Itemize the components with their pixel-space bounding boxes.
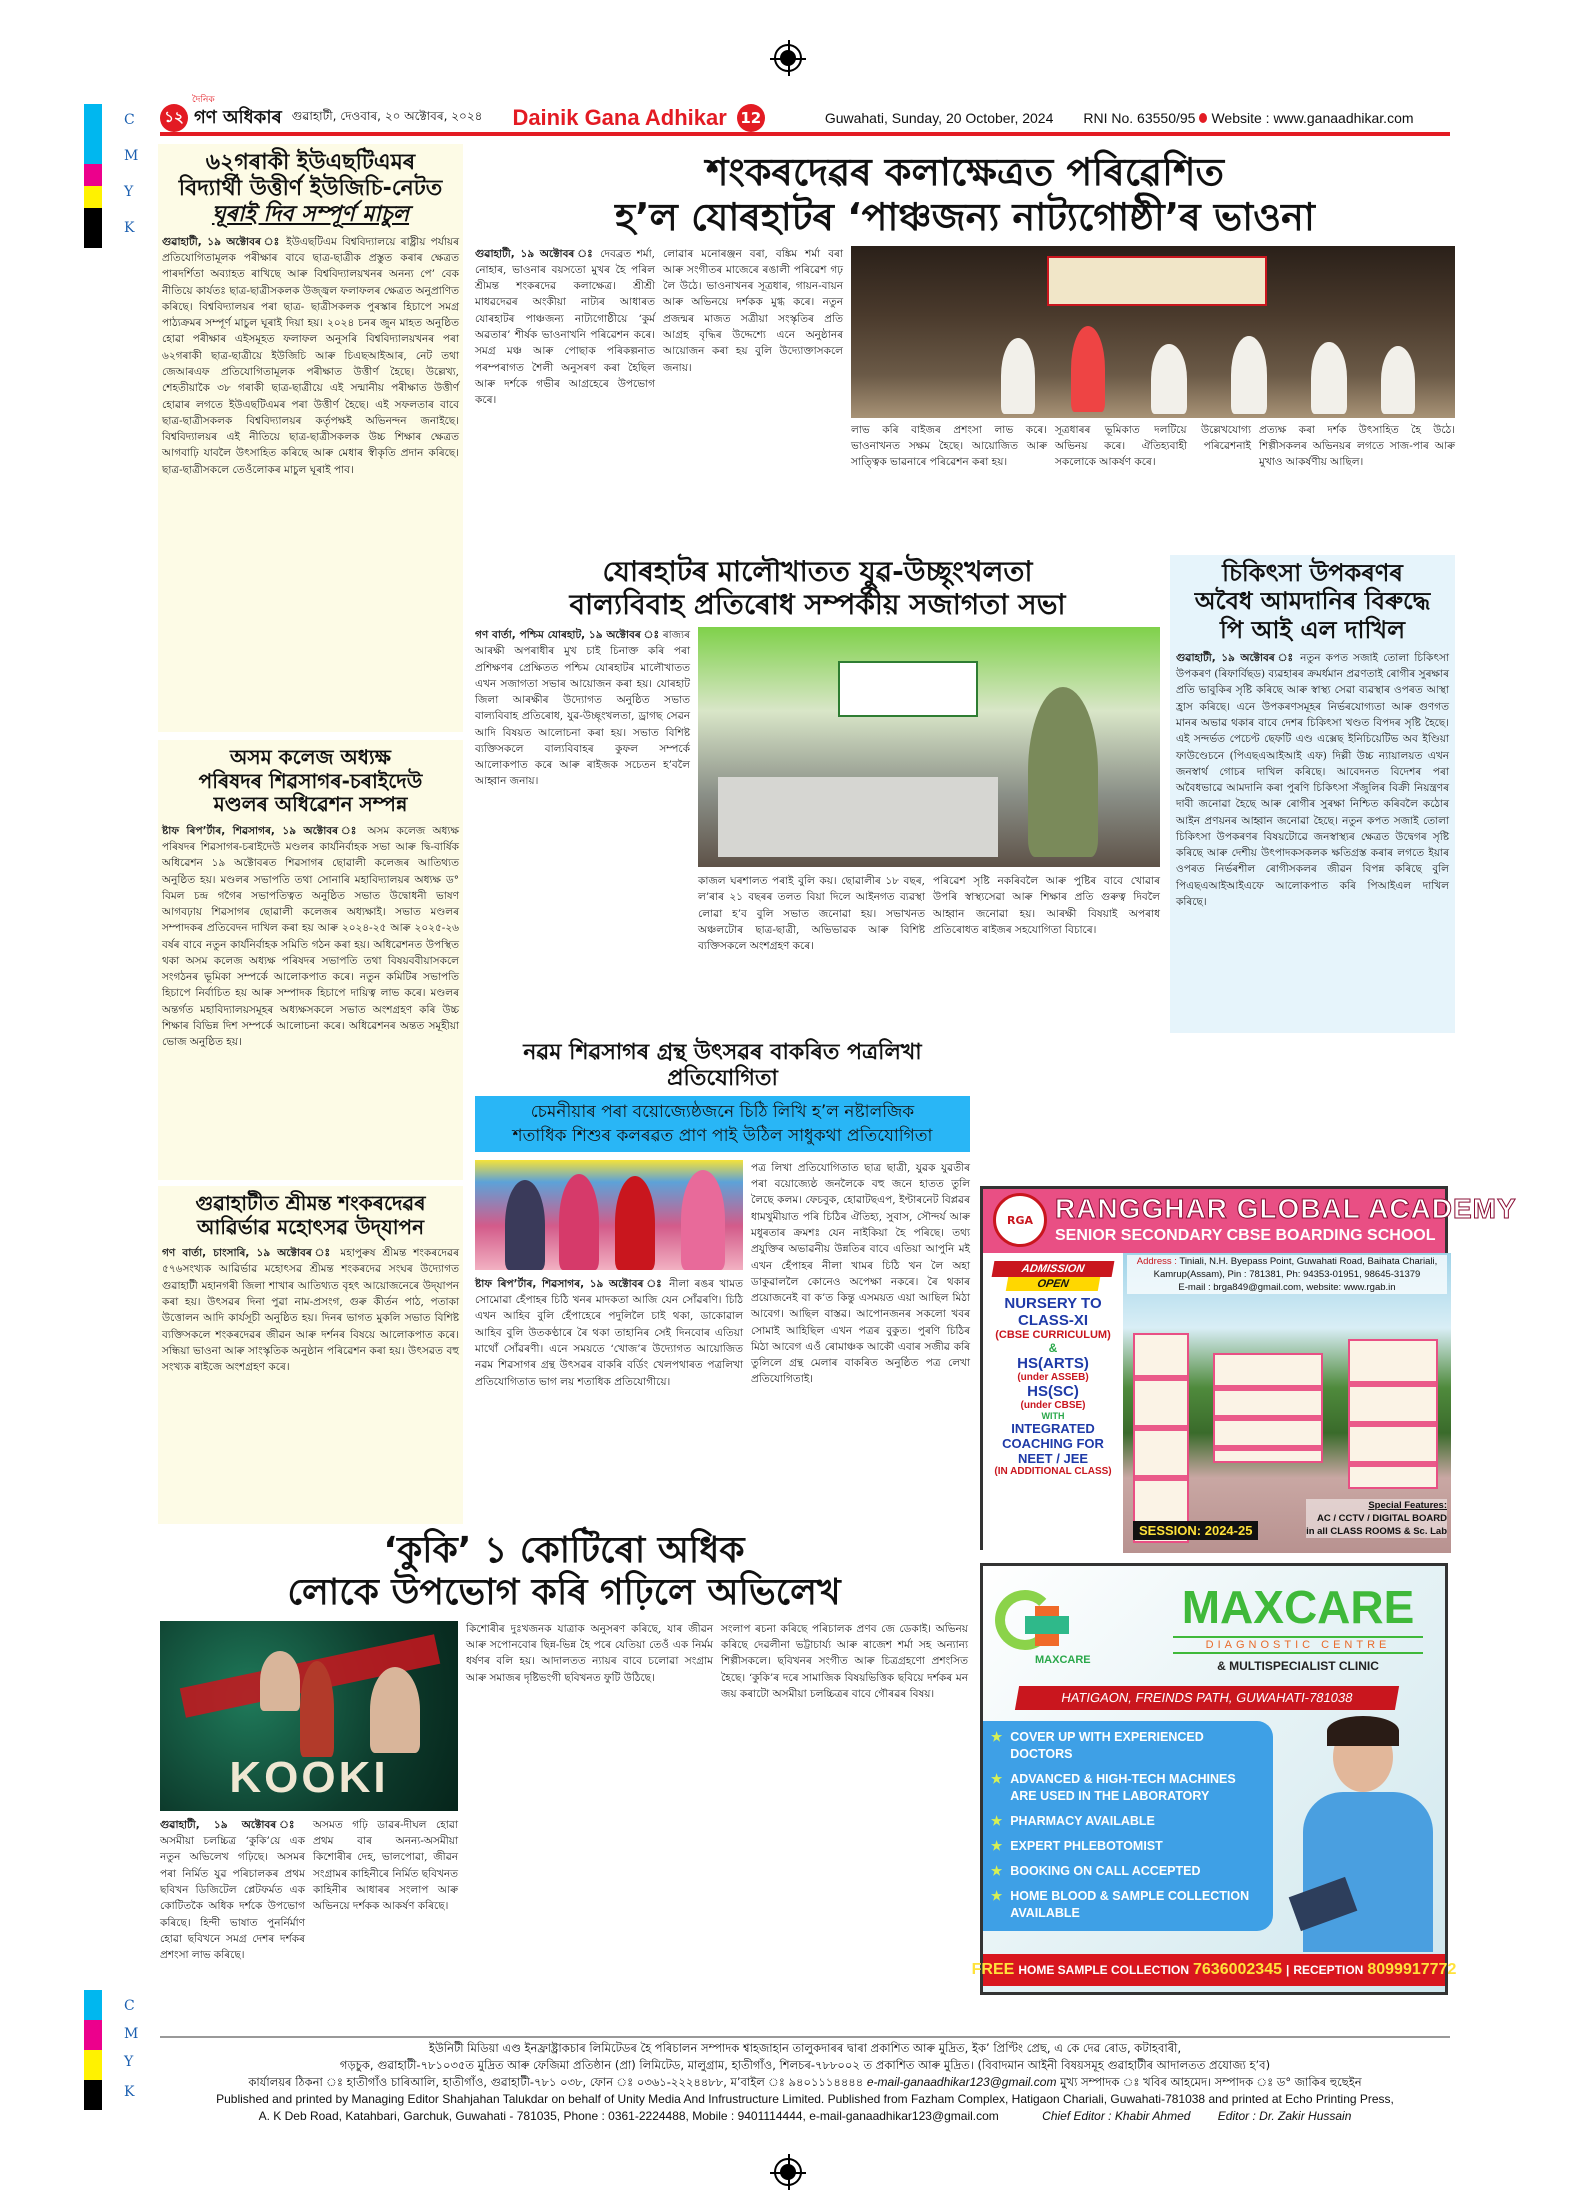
color-bar-black xyxy=(84,2080,102,2110)
article-body: অসমত গঢ়ি ডাৱৰ-দীঘল হোৱা প্ৰথম বাৰ অনন্য-অসমীয়া কিশোৰীৰ দেহ, ভালপোৱা, জীৱন সংগ্ৰামৰ কাহিনীৰে নিৰ্মিত ছবিখনত কাহিনীৰ আধাৰৰ সংলাপ আৰু অভিনয়ে দৰ্শকক আকৰ্ষণ কৰিছে। xyxy=(313,1818,458,1913)
dateline: ষ্টাফ ৰিপ’ৰ্টাৰ, শিৱসাগৰ, ১৯ অক্টোবৰ ঃ xyxy=(475,1277,664,1290)
article-pil xyxy=(1170,555,1455,1033)
letter-writing-photo-block xyxy=(475,1160,743,1524)
course-text: HS(SC) xyxy=(1027,1383,1079,1400)
person-figure xyxy=(505,1180,545,1270)
subheadline: চেমনীয়াৰ পৰা বয়োজ্যেষ্ঠজনে চিঠি লিখি হ’ল নষ্টালজিক xyxy=(530,1101,915,1122)
article-body xyxy=(475,1276,743,1524)
color-bar-black xyxy=(84,208,102,248)
child-marriage-lower-columns xyxy=(698,873,1160,1033)
course-text: NURSERY TO xyxy=(1004,1295,1102,1312)
star-icon: ★ xyxy=(991,1889,1003,1903)
body-text: লোৱাৰ মনোৰঞ্জন বৰা, বঙ্কিম শৰ্মা বৰা আৰু সংগীতৰ মাজেৰে ৰঙালী পৰিৱেশ গঢ় লৈ উঠে। ভাওনাখনৰ সূত্ৰধাৰ, গায়ন-বায়ন আৰু অভিনয়ে দৰ্শকক মুগ্ধ কৰে। নতুন প্ৰজন্মৰ মাজত সত্ৰীয়া সংস্কৃতিৰ প্ৰতি আগ্ৰহ বৃদ্ধিৰ উদ্দেশ্যে এনে অনুষ্ঠানৰ আয়োজন কৰা হয় বুলি উদ্যোক্তাসকলে জনায়। xyxy=(663,247,843,374)
color-letter: K xyxy=(124,220,135,236)
body-text: দেবব্ৰত শৰ্মা, নোহাৰ, ভাওনাৰ বয়সতো মুখৰ হৈ পৰিল শ্ৰীমন্ত শংকৰদেৱ কলাক্ষেত্ৰ। শ্ৰীশ্ৰী মাধৱদেৱৰ অংকীয়া নাট্যৰ আধাৰত যোৰহাটৰ পাঞ্চজন্য নাট্যগোষ্ঠীয়ে ‘কুৰ্ম অৱতাৰ’ শীৰ্ষক ভাওনাখনি পৰিৱেশন কৰে। সমগ্ৰ মঞ্চ আৰু পোছাক পৰিকল্পনাত পৰম্পৰাগত শৈলী অনুসৰণ কৰা হৈছিল আৰু দৰ্শকে গভীৰ আগ্ৰহেৰে উপভোগ কৰে। xyxy=(475,247,656,407)
doctor-image xyxy=(1293,1716,1443,1952)
person-figure xyxy=(615,1176,655,1270)
course-text: & xyxy=(1048,1341,1058,1355)
email-link[interactable]: e-mail-ganaadhikar123@gmail.com xyxy=(866,2075,1057,2089)
newspaper-logo: গণ অধিকাৰ xyxy=(194,106,282,128)
color-letter: Y xyxy=(124,184,134,200)
bhaona-columns xyxy=(475,246,1455,545)
color-letter: M xyxy=(124,148,139,164)
headline: নৱম শিৱসাগৰ গ্ৰন্থ উৎসৱৰ বাকৰিত পত্ৰলিখা প্ৰতিযোগিতা xyxy=(523,1040,922,1091)
color-bar-magenta xyxy=(84,2020,102,2050)
imprint-line: কাৰ্যালয়ৰ ঠিকনা ঃ হাতীগাঁও চাৰিআলি, হাতীগাঁও, গুৱাহাটী-৭৮১ ০৩৮, ফোন ঃ ০৩৬১-২২২৪৪৮৮, ম’বাইল ঃ ৯৪০১১১৪৪৪৪ e-mail-ganaadhikar123@gmail.com মুখ্য সম্পাদক ঃ খবিৰ আহমেদ। সম্পাদক ঃ ড° জাকিৰ হুছেইন xyxy=(248,2075,1362,2089)
building-block xyxy=(1348,1339,1438,1489)
article-body xyxy=(1170,644,1455,1033)
rni-number: RNI No. 63550/95 xyxy=(1083,110,1196,126)
school-name: RANGGHAR GLOBAL ACADEMY xyxy=(1055,1193,1517,1224)
color-letter: Y xyxy=(124,2054,134,2070)
color-letter: M xyxy=(124,2026,139,2042)
performer-figure xyxy=(1311,342,1347,414)
article-body xyxy=(663,246,843,545)
article-ugc-net xyxy=(158,144,463,732)
subhead-box xyxy=(475,1096,970,1152)
imprint-line: ইউনিটী মিডিয়া এণ্ড ইনফ্ৰাষ্ট্ৰাকচাৰ লিমিটেডৰ হৈ পৰিচালন সম্পাদক শ্বাহজাহান তালুকদাৰৰ দ্বাৰা প্ৰকাশিত আৰু মুদ্ৰিত, ইক’ প্ৰিণ্টিং প্ৰেছ, এ কে দেৱ ৰোড, কটাহবাৰী, xyxy=(428,2041,1182,2055)
maxcare-title: MAXCARE xyxy=(1181,1581,1415,1633)
headline: বাল্যবিবাহ প্ৰতিৰোধ সম্পৰ্কীয় সজাগতা সভা xyxy=(569,588,1066,622)
body-text: অসমীয়া চলচ্চিত্ৰ ‘কুকি’য়ে এক নতুন অভিলেখ গঢ়িছে। অসমৰ পৰা নিৰ্মিত যুৱ পৰিচালকৰ প্ৰথম ছবিখন ডিজিটেল প্লেটফৰ্মত এক কোটিতকৈ অধিক দৰ্শকে উপভোগ কৰিছে। হিন্দী ভাষাত পুনৰ্নিৰ্মাণ হোৱা ছবিখনে সমগ্ৰ দেশৰ দৰ্শকৰ প্ৰশংসা লাভ কৰিছে। xyxy=(160,1835,305,1962)
color-letter: C xyxy=(124,1998,135,2014)
imprint-line: Published and printed by Managing Editor Shahjahan Talukdar on behalf of Unity Media And Infrustructure Limited. Published from Fazham Complex, Hatigaon Chariali, Guwahati-781038 and printed at Echo Printing Press, xyxy=(216,2092,1394,2106)
performer-figure xyxy=(1381,346,1415,414)
headline: অবৈধ আমদানিৰ বিৰুদ্ধে xyxy=(1194,587,1431,616)
subheadline: শতাধিক শিশুৰ কলৰৱত প্ৰাণ পাই উঠিল সাধুকথা প্ৰতিযোগিতা xyxy=(512,1125,933,1146)
imprint-footer xyxy=(160,2036,1450,2125)
color-bar-yellow xyxy=(84,2050,102,2080)
date-english: Guwahati, Sunday, 20 October, 2024 xyxy=(824,110,1054,126)
feature-item: ★ EXPERT PHLEBOTOMIST xyxy=(991,1839,1163,1853)
school-address: Address : Tiniali, N.H. Byepass Point, Guwahati Road, Baihata Chariali, Kamrup(Assam), Pin : 781381, Ph: 94353-01951, 98645-31379 E-mail : brga849@gmail.com, website: www.rgab.in xyxy=(1127,1255,1447,1294)
maxcare-clinic: & MULTISPECIALIST CLINIC xyxy=(1217,1659,1379,1673)
open-label: OPEN xyxy=(1006,1277,1100,1291)
headline: বিদ্যাৰ্থী উত্তীৰ্ণ ইউজিচি-নেটত xyxy=(178,175,443,201)
course-text: COACHING FOR xyxy=(1002,1436,1104,1451)
newspaper-title: Dainik Gana Adhikar xyxy=(512,105,727,130)
admission-panel xyxy=(983,1253,1123,1553)
course-text: NEET / JEE xyxy=(1017,1451,1089,1466)
school-building-image xyxy=(1123,1253,1451,1553)
person-figure xyxy=(681,1170,725,1270)
masthead xyxy=(160,104,1450,136)
dateline: গণ বাৰ্তা, চাংসাৰি, ১৯ অক্টোবৰ ঃ xyxy=(162,1247,334,1260)
star-icon: ★ xyxy=(991,1864,1003,1878)
headline: যোৰহাটৰ মালৌখাতত যুৱ-উচ্ছৃংখলতা xyxy=(602,555,1033,588)
article-college-council xyxy=(158,740,463,1180)
maxcare-logo-icon: MAXCARE xyxy=(995,1584,1105,1674)
article-letter-writing xyxy=(475,1040,970,1524)
star-icon: ★ xyxy=(991,1772,1003,1786)
headline: শংকৰদেৱৰ কলাক্ষেত্ৰত পৰিৱেশিত xyxy=(706,150,1224,194)
poster-title: KOOKI xyxy=(229,1752,389,1802)
body-text: নীলা ৰঙৰ খামত সোমোৱা হেঁপাহৰ চিঠি খনৰ মাদকতা আজি যেন সোঁৱৰণি। চিঠি এখন আহিব বুলি হেঁপাহেৰে পদুলিলৈ চাই থকা, ডাকোৱাল আহিব বুলি উতকণ্ঠাৰে ৰৈ থকা তাহানিৰ সেই দিনবোৰ এতিয়া মাথোঁ সোঁৱৰণী। এনে সময়তে ‘খোজ’ৰ উদ্যোগত আয়োজিত নৱম শিৱসাগৰ গ্ৰন্থ উৎসৱৰ বাকৰি বৰ্ডিং খেলপথাৰত পত্ৰলিখা প্ৰতিযোগিতাত ভাগ লয় শতাধিক প্ৰতিযোগীয়ে। xyxy=(475,1277,743,1388)
headline: গুৱাহাটীত শ্ৰীমন্ত শংকৰদেৱৰ xyxy=(195,1191,426,1215)
actor-figure xyxy=(300,1661,334,1757)
course-text: (under CBSE) xyxy=(1020,1400,1086,1411)
date-assamese: গুৱাহাটী, দেওবাৰ, ২০ অক্টোবৰ, ২০২৪ xyxy=(291,109,483,123)
color-letter: K xyxy=(124,2084,135,2100)
article-body: কাজল ঘৰশালত পৰাই বুলি কয়। ছোৱালীৰ ১৮ বছৰ, ল’ৰাৰ ২১ বছৰৰ তলত বিয়া দিলে আইনগত ব্যৱস্থা লোৱা হ’ব বুলি সভাত জনোৱা হয়। সভাখনত অঞ্চলটোৰ ছাত্ৰ-ছাত্ৰী, অভিভাৱক আৰু বিশিষ্ট ব্যক্তিসকলে অংশগ্ৰহণ কৰে। xyxy=(698,875,925,953)
feature-item: ★ ADVANCED & HIGH-TECH MACHINES ARE USED IN THE LABORATORY xyxy=(991,1772,1236,1803)
ad-header xyxy=(983,1189,1517,1253)
photo-caption: লাভ কৰি বাইজৰ প্ৰশংসা লাভ কৰে। ভাওনাখনত সক্ষম হৈছে। আয়োজিত আৰু সাত্ত্বিক ভাৱনাৰে পৰিৱেশন কৰা হয়। xyxy=(851,423,1047,469)
dateline: গুৱাহাটী, ১৯ অক্টোবৰ ঃ xyxy=(160,1818,305,1831)
registration-mark-icon xyxy=(774,2158,802,2186)
person-figure xyxy=(559,1174,599,1270)
article-body: পত্ৰ লিখা প্ৰতিযোগিতাত ছাত্ৰ ছাত্ৰী, যুৱক যুৱতীৰ পৰা বয়োজ্যেষ্ঠ জনলৈকে বহু জনে হাতত তুলি লৈছে কলম। ফেচবুক, হোৱাটছএপ, ইণ্টাৰনেট বিপ্লৱৰ ধামখুমীয়াত পৰি চিঠিৰ ঐতিহ্য, সুবাস, সৌন্দৰ্য আৰু মধুৰতাৰ ক্ৰমশঃ যেন নাইকিয়া হৈ পৰিছে। তথ্য প্ৰযুক্তিৰ অভাৱনীয় উন্নতিৰ বাবে এতিয়া আপুনি মই এখন হেঁপাহৰ নীলা খামৰ চিঠি খন লৈ অহা ডাকুৱাললৈ কোনেও অপেক্ষা নকৰে। ৰৈ থকাৰ প্ৰয়োজনেই বা ক’ত কিন্তু এসময়ত এয়া আছিল মিঠা আবেগ। আছিল বাস্তৱ। আপোনজনৰ সকলো খবৰ সোমাই আহিছিল এখন পত্ৰৰ বুকুত। পুৰণি চিঠিৰ মিঠা আবেগ এওঁ ৰোমাঞ্চক আকৌ এবাৰ সজীৱ কৰি তুলিলে গ্ৰন্থ মেলাৰ বাকৰিত অনুষ্ঠিত পত্ৰ লেখা প্ৰতিযোগিতাই। xyxy=(751,1161,970,1386)
kooki-poster-block xyxy=(160,1621,458,2030)
article-body xyxy=(475,627,690,1033)
headline: পি আই এল দাখিল xyxy=(1220,615,1405,644)
course-text: WITH xyxy=(1041,1411,1065,1421)
body-text: নতুন কপত সজাই তোলা চিকিৎসা উপকৰণ (ৰিফাৰ্বিছড) ব্যৱহাৰৰ ক্ৰমৰ্ধমান প্ৰৱণতাই ৰোগীৰ সুৰক্ষাৰ প্ৰতি ভাবুকিৰ সৃষ্টি কৰিছে আৰু স্বাস্থ্য সেৱা ব্যৱস্থাৰ ওপৰত আস্থা হ্ৰাস কৰিছে। এনে উপকৰণসমূহৰ নিৰ্ভৰযোগ্যতা আৰু গুণগত মানৰ অভাৱ থকাৰ বাবে দেশৰ চিকিৎসা খণ্ডত বিপদৰ সৃষ্টি হৈছে। এই সন্দৰ্ভত পেচেণ্ট ছেফটি এণ্ড এক্সেছ ইনিচিয়েটিভ অব ইণ্ডিয়া ফাউণ্ডেচনে (পিএছএআইআই এফ) দিল্লী উচ্চ ন্যায়ালয়ত এখন জনস্বাৰ্থ গোচৰ দাখিল কৰিছে। আবেদনত বিদেশৰ পৰা অবৈধভাৱে আমদানি কৰা পুৰণি চিকিৎসা সঁজুলিৰ বিক্ৰী নিয়ন্ত্ৰণৰ দাবী জনোৱা হৈছে আৰু ৰোগীৰ সুৰক্ষা নিশ্চিত কৰিবলৈ কঠোৰ আইন প্ৰণয়নৰ আহ্বান জনোৱা হৈছে। নতুন কপত সজাই তোলা চিকিৎসা উপকৰণৰ বিষয়টোৱে জনস্বাস্থ্যৰ ক্ষেত্ৰত উদ্বেগৰ সৃষ্টি কৰিছে আৰু দেশীয় উৎপাদকসকলক ক্ষতিগ্ৰস্ত কৰাৰ লগতে ইয়াৰ ওপৰত নিৰ্ভৰশীল ৰোগীসকলৰ জীৱন বিপন্ন কৰিছে বুলি পিএছএআইআইএফে আলোকপাত কৰি পিআইএল দাখিল কৰিছে। xyxy=(1176,651,1449,908)
article-body: সংলাপ ৰচনা কৰিছে পৰিচালক প্ৰণব জে ডেকাই। অভিনয় কৰিছে দেৱলীনা ভট্টাচাৰ্য্য আৰু ৰাজেশ শৰ্মা সহ অন্যান্য শিল্পীসকলে। ছবিখনৰ সংগীত আৰু চিত্ৰগ্ৰহণো প্ৰশংসিত হৈছে। ‘কুকি’ৰ দৰে সামাজিক বিষয়ভিত্তিক ছবিয়ে দৰ্শকৰ মন জয় কৰাটো অসমীয়া চলচ্চিত্ৰৰ বাবে গৌৰৱৰ বিষয়। xyxy=(721,1622,968,1700)
star-icon: ★ xyxy=(991,1730,1003,1744)
article-body xyxy=(158,228,463,732)
kooki-columns xyxy=(160,1621,968,2030)
headline: লোকে উপভোগ কৰি গঢ়িলে অভিলেখ xyxy=(287,1572,841,1614)
meeting-banner xyxy=(838,661,978,717)
headline: হ’ল যোৰহাটৰ ‘পাঞ্চজন্য নাট্যগোষ্ঠী’ৰ ভাওনা xyxy=(615,194,1315,239)
bullet-icon xyxy=(1199,113,1207,123)
article-child-marriage xyxy=(475,555,1160,1033)
color-bar-magenta xyxy=(84,164,102,186)
imprint-line: A. K Deb Road, Katahbari, Garchuk, Guwahati - 781035, Phone : 0361-2224488, Mobile : 9401114444, e-mail-ganaadhikar123@gmail.com Chief Editor : Khabir Ahmed Editor : Dr. Zakir Hussain xyxy=(258,2109,1352,2123)
session-label: SESSION: 2024-25 xyxy=(1133,1521,1258,1540)
color-bar-cyan xyxy=(84,1990,102,2020)
feature-item: ★ COVER UP WITH EXPERIENCED DOCTORS xyxy=(991,1730,1204,1761)
maxcare-address: HATIGAON, FREINDS PATH, GUWAHATI-781038 xyxy=(1015,1686,1399,1710)
course-text: HS(ARTS) xyxy=(1017,1355,1089,1372)
article-sankardev-festival xyxy=(158,1186,463,1524)
photo-awareness-meeting xyxy=(698,627,1160,867)
article-bhaona xyxy=(475,150,1455,545)
course-text: (under ASSEB) xyxy=(1017,1372,1089,1383)
headline: ‘কুকি’ ১ কোটিৰো অধিক xyxy=(383,1530,745,1571)
phone-number[interactable]: 8099917772 xyxy=(1367,1961,1457,1978)
audience-table xyxy=(718,777,998,857)
body-text: ইউএছটিএম বিশ্ববিদ্যালয়ে ৰাষ্ট্ৰীয় পৰ্যায়ৰ প্ৰতিযোগিতামূলক পৰীক্ষাৰ বাবে ছাত্ৰ-ছাত্ৰীক প্ৰস্তুত কৰাৰ ক্ষেত্ৰত পাৰদৰ্শিতা অব্যাহত ৰাখিছে আৰু বিশ্ববিদ্যালয়খনৰ অনন্য পে’ বেক নীতিয়ে কাৰ্যতঃ ছাত্ৰ-ছাত্ৰীসকলক উজ্জ্বল ফলাফলৰ ক্ষেত্ৰত অনুপ্ৰাণিত কৰিছে। বিশ্ববিদ্যালয়ৰ পৰা ছাত্ৰ- ছাত্ৰীসকলক পুৰস্কাৰ হিচাপে সমগ্ৰ পাঠ্যক্ৰমৰ সম্পূৰ্ণ মাচুল ঘূৰাই দিয়া হয়। ২০২৪ চনৰ জুন মাহত অনুষ্ঠিত হোৱা পৰীক্ষাৰ এইসমূহত ফলাফল অনুসৰি বিশ্ববিদ্যালয়খনৰ পৰা ৬২গৰাকী ছাত্ৰ-ছাত্ৰীয়ে ইউজিচি আৰু চিএছআইআৰ, নেট তথা জেআৰএফ প্ৰতিযোগিতামূলক পৰীক্ষাত উত্তীৰ্ণ হৈছে। উল্লেখ্য, শেহতীয়াকৈ ৩৮ গৰাকী ছাত্ৰ-ছাত্ৰীয়ে এই সন্মানীয় পৰীক্ষাত উত্তীৰ্ণ হোৱাৰ লগতে ইউএছটিএমৰ পৰা উত্তীৰ্ণ হৈছে। এই সফলতাৰ বাবে ছাত্ৰ-ছাত্ৰীসকলক বিশ্ববিদ্যালয়ৰ কৰ্তৃপক্ষই অভিনন্দন জনাইছে। বিশ্ববিদ্যালয়ৰ এই নীতিয়ে ছাত্ৰ-ছাত্ৰীসকলক উচ্চ শিক্ষাৰ ক্ষেত্ৰত আগবাঢ়ি যাবলৈ উৎসাহিত কৰিছে আৰু মেধাৰ স্বীকৃতি প্ৰদান কৰিছে। ছাত্ৰ-ছাত্ৰীসকলে তেওঁলোকৰ মাচুল ঘূৰাই পাব। xyxy=(162,235,459,476)
course-text: (IN ADDITIONAL CLASS) xyxy=(994,1466,1112,1477)
star-icon: ★ xyxy=(991,1839,1003,1853)
admission-label: ADMISSION xyxy=(992,1261,1115,1277)
course-text: INTEGRATED xyxy=(1011,1421,1095,1436)
article-body xyxy=(158,817,463,1180)
building-block xyxy=(1213,1353,1323,1463)
dateline: গণ বাৰ্তা, পশ্চিম যোৰহাট, ১৯ অক্টোবৰ ঃ xyxy=(475,629,660,642)
headline: মণ্ডলৰ অধিৱেশন সম্পন্ন xyxy=(213,792,408,817)
maxcare-features-list xyxy=(983,1721,1273,1931)
actor-face xyxy=(260,1651,300,1711)
body-text: অসম কলেজ অধ্যক্ষ পৰিষদৰ শিৱসাগৰ-চৰাইদেউ মণ্ডলৰ কাৰ্যনিৰ্বাহক সভা আৰু দ্বি-বাৰ্ষিক অধিৱেশন ১৯ অক্টোবৰত শিৱসাগৰ ছোৱালী কলেজৰ আতিথ্যত অনুষ্ঠিত হয়। মণ্ডলৰ সভাপতি তথা সোনাৰি মহাবিদ্যালয়ৰ অধ্যক্ষ ড° বিমল চন্দ্ৰ গগৈৰ সভাপতিত্বত অনুষ্ঠিত সভাত উদ্বোধনী ভাষণ আগবঢ়ায় শিৱসাগৰ ছোৱালী কলেজৰ অধ্যক্ষাই। সভাত মণ্ডলৰ সম্পাদকৰ প্ৰতিবেদন দাখিল কৰা হয় আৰু ২০২৪-২৫ আৰু ২০২৫-২৬ বৰ্ষৰ বাবে নতুন কাৰ্যনিৰ্বাহক সমিতি গঠন কৰা হয়। অধিৱেশনত উপস্থিত থকা অসম কলেজ অধ্যক্ষ পৰিষদৰ সভাপতি তথা বিষয়ববীয়াসকলে সংগঠনৰ ভূমিকা সম্পৰ্কে আলোকপাত কৰে। নতুন কমিটিৰ সভাপতি হিচাপে নিৰ্বাচিত হয় আৰু সম্পাদক হিচাপে দায়িত্ব লাভ কৰে। মণ্ডলৰ অন্তৰ্গত মহাবিদ্যালয়সমূহৰ অধ্যক্ষসকলে সভাত অংশগ্ৰহণ কৰি উচ্চ শিক্ষাৰ বিভিন্ন দিশ সম্পৰ্কে আলোচনা কৰে। অধিৱেশনৰ অন্তত সমূহীয়া ভোজ অনুষ্ঠিত হয়। xyxy=(162,824,459,1049)
article-body: পৰিৱেশ সৃষ্টি নকৰিবলৈ আৰু পুষ্টিৰ বাবে খোৱাৰ উপৰি স্বাস্থ্যসেৱা আৰু শিক্ষাৰ প্ৰতি গুৰুত্ব দিবলৈ আহ্বান জনোৱা হয়। আৰক্ষী বিষয়াই অপৰাধ প্ৰতিৰোধত ৰাইজৰ সহযোগিতা বিচাৰে। xyxy=(933,875,1160,936)
headline: ঘূৰাই দিব সম্পূৰ্ণ মাচুল xyxy=(211,201,410,227)
headline: অসম কলেজ অধ্যক্ষ xyxy=(230,745,391,769)
child-marriage-photo-block xyxy=(698,627,1160,1033)
color-bar-yellow xyxy=(84,186,102,208)
feature-item: ★ BOOKING ON CALL ACCEPTED xyxy=(991,1864,1201,1878)
headline: ৬২গৰাকী ইউএছটিএমৰ xyxy=(205,150,416,175)
caption-row xyxy=(851,422,1455,545)
star-icon: ★ xyxy=(991,1814,1003,1828)
photo-bhaona-performance xyxy=(851,246,1455,418)
website-link[interactable]: Website : www.ganaadhikar.com xyxy=(1211,110,1414,126)
school-logo: RGA xyxy=(993,1193,1047,1247)
imprint-line: গড়চুক, গুৱাহাটী-৭৮১০৩৫ত মুদ্ৰিত আৰু ফেজিমা প্ৰতিষ্ঠান (প্ৰা) লিমিটেড, মালুগ্ৰাম, হাতীগাঁও, শিলচৰ-৭৮৮০০২ ত প্ৰকাশিত আৰু মুদ্ৰিত। (বিবাদমান আইনী বিষয়সমূহ গুৱাহাটীৰ আদালতত প্ৰযোজ্য হ’ব) xyxy=(339,2058,1271,2072)
page-number-badge-en: 12 xyxy=(737,104,765,132)
performer-figure xyxy=(1151,344,1187,414)
photo-caption: সূত্ৰধাৰৰ ভূমিকাত দলটিয়ে উল্লেখযোগ্য অভিনয় কৰে। ঐতিহ্যবাহী পৰিৱেশনাই সকলোকে আকৰ্ষণ কৰে। xyxy=(1055,423,1251,469)
dateline: গুৱাহাটী, ১৯ অক্টোবৰ ঃ xyxy=(1176,651,1295,664)
headline: আৱিৰ্ভাৱ মহোৎসৱ উদ্‌যাপন xyxy=(196,1214,425,1239)
performer-figure xyxy=(1231,336,1267,414)
page-number-badge: ১২ xyxy=(160,104,188,132)
performer-figure xyxy=(1001,338,1035,414)
course-text: (CBSE CURRICULUM) xyxy=(995,1329,1111,1341)
maxcare-contact-bar: FREE HOME SAMPLE COLLECTION 7636002345 | RECEPTION 8099917772 xyxy=(983,1954,1445,1986)
photo-book-fair xyxy=(475,1160,743,1270)
kooki-lower-columns xyxy=(160,1817,458,2030)
dateline: ষ্টাফ ৰিপ’ৰ্টাৰ, শিৱসাগৰ, ১৯ অক্টোবৰ ঃ xyxy=(162,824,361,837)
actor-face xyxy=(370,1667,420,1753)
letter-writing-columns xyxy=(475,1160,970,1524)
color-letter: C xyxy=(124,112,135,128)
article-kooki xyxy=(160,1530,968,2030)
photo-caption: প্ৰত্যক্ষ কৰা দৰ্শক উৎসাহিত হৈ উঠে। শিল্পীসকলৰ অভিনয়ৰ লগতে সাজ-পাৰ আৰু মুখাও আকৰ্ষণীয় আছিল। xyxy=(1259,423,1455,469)
dateline: গুৱাহাটী, ১৯ অক্টোবৰ ঃ xyxy=(162,235,282,248)
article-body xyxy=(160,1817,305,2030)
building-block xyxy=(1133,1333,1189,1543)
headline: পৰিষদৰ শিৱসাগৰ-চৰাইদেউ xyxy=(198,768,423,793)
logo-daily-label: দৈনিক xyxy=(192,95,215,105)
feature-item: ★ PHARMACY AVAILABLE xyxy=(991,1814,1155,1828)
dateline: গুৱাহাটী, ১৯ অক্টোবৰ ঃ xyxy=(475,247,595,260)
feature-item: ★ HOME BLOOD & SAMPLE COLLECTION AVAILABLE xyxy=(991,1889,1250,1920)
article-body xyxy=(158,1239,463,1524)
special-features: Special Features: AC / CCTV / DIGITAL BOARD in all CLASS ROOMS & Sc. Lab xyxy=(1306,1500,1447,1537)
performer-figure xyxy=(1071,326,1105,412)
ad-maxcare-diagnostic[interactable] xyxy=(971,1563,1457,1995)
speaker-figure xyxy=(1028,687,1098,857)
registration-mark-icon xyxy=(774,44,802,72)
bhaona-photo-block xyxy=(851,246,1455,545)
color-bar-cyan xyxy=(84,104,102,164)
stage-banner xyxy=(1047,256,1267,306)
ad-rangghar-global-academy[interactable] xyxy=(980,1186,1517,1550)
phone-number[interactable]: 7636002345 xyxy=(1193,1961,1282,1978)
course-text: CLASS-XI xyxy=(1017,1312,1088,1329)
kooki-poster xyxy=(160,1621,458,1811)
body-text: ৰাজ্যৰ আৰক্ষী অপৰাধীৰ মুখ চাই চিনাক্ত কৰি পৰা প্ৰশিক্ষণৰ প্ৰেক্ষিতত পশ্চিম যোৰহাটৰ মালৌখাতত এখন সজাগতা সভাৰ আয়োজন কৰা হয়। যোৰহাট জিলা আৰক্ষীৰ উদ্যোগত অনুষ্ঠিত সভাত বাল্যবিবাহ প্ৰতিৰোধ, যুৱ-উচ্ছৃংখলতা, ড্ৰাগছ সেৱন আদি বিষয়ত আলোচনা কৰা হয়। সভাত বিশিষ্ট ব্যক্তিসকলে বাল্যবিবাহৰ কুফল সম্পৰ্কে আলোকপাত কৰে আৰু ৰাইজক সচেতন হ’বলৈ আহ্বান জনায়। xyxy=(475,629,690,788)
headline: চিকিৎসা উপকৰণৰ xyxy=(1222,559,1403,587)
article-body: কিশোৰীৰ দুঃখজনক যাত্ৰাক অনুসৰণ কৰিছে, যাৰ জীৱন আৰু সপোনবোৰ ছিন্ন-ভিন্ন হৈ পৰে যেতিয়া তেওঁ এক নিৰ্মম ধৰ্ষণৰ বলি হয়। আদালতত ন্যায়ৰ বাবে চলোৱা সংগ্ৰাম আৰু সমাজৰ দৃষ্টিভংগী ছবিখনত ফুটি উঠিছে। xyxy=(466,1622,713,1684)
body-text: মহাপুৰুষ শ্ৰীমন্ত শংকৰদেৱৰ ৫৭৬সংখ্যক আৱিৰ্ভাৱ মহোৎসৱ শ্ৰীমন্ত শংকৰদেৱ সংঘৰ উদ্যোগত গুৱাহাটী মহানগৰী জিলা শাখাৰ আতিথ্যত বৃহৎ আয়োজনেৰে উদ্‌যাপন কৰা হয়। উৎসৱৰ দিনা পুৱা নাম-প্ৰসংগ, গুৰু কীৰ্তন পাঠ, পতাকা উত্তোলন আদি কাৰ্যসূচী অনুষ্ঠিত হয়। দিনৰ ভাগত মুকলি সভাত বিশিষ্ট ব্যক্তিসকলে শংকৰদেৱৰ জীৱন আৰু দৰ্শনৰ বিষয়ে আলোকপাত কৰে। সন্ধিয়া ভাওনা আৰু সাংস্কৃতিক অনুষ্ঠান পৰিৱেশন কৰা হয়। উৎসৱত বহু সংখ্যক ৰাইজে অংশগ্ৰহণ কৰে। xyxy=(162,1247,459,1374)
school-subtitle: SENIOR SECONDARY CBSE BOARDING SCHOOL xyxy=(1055,1227,1436,1244)
article-body xyxy=(475,246,655,545)
child-marriage-columns xyxy=(475,627,1160,1033)
maxcare-subtitle: DIAGNOSTIC CENTRE xyxy=(1173,1636,1423,1654)
